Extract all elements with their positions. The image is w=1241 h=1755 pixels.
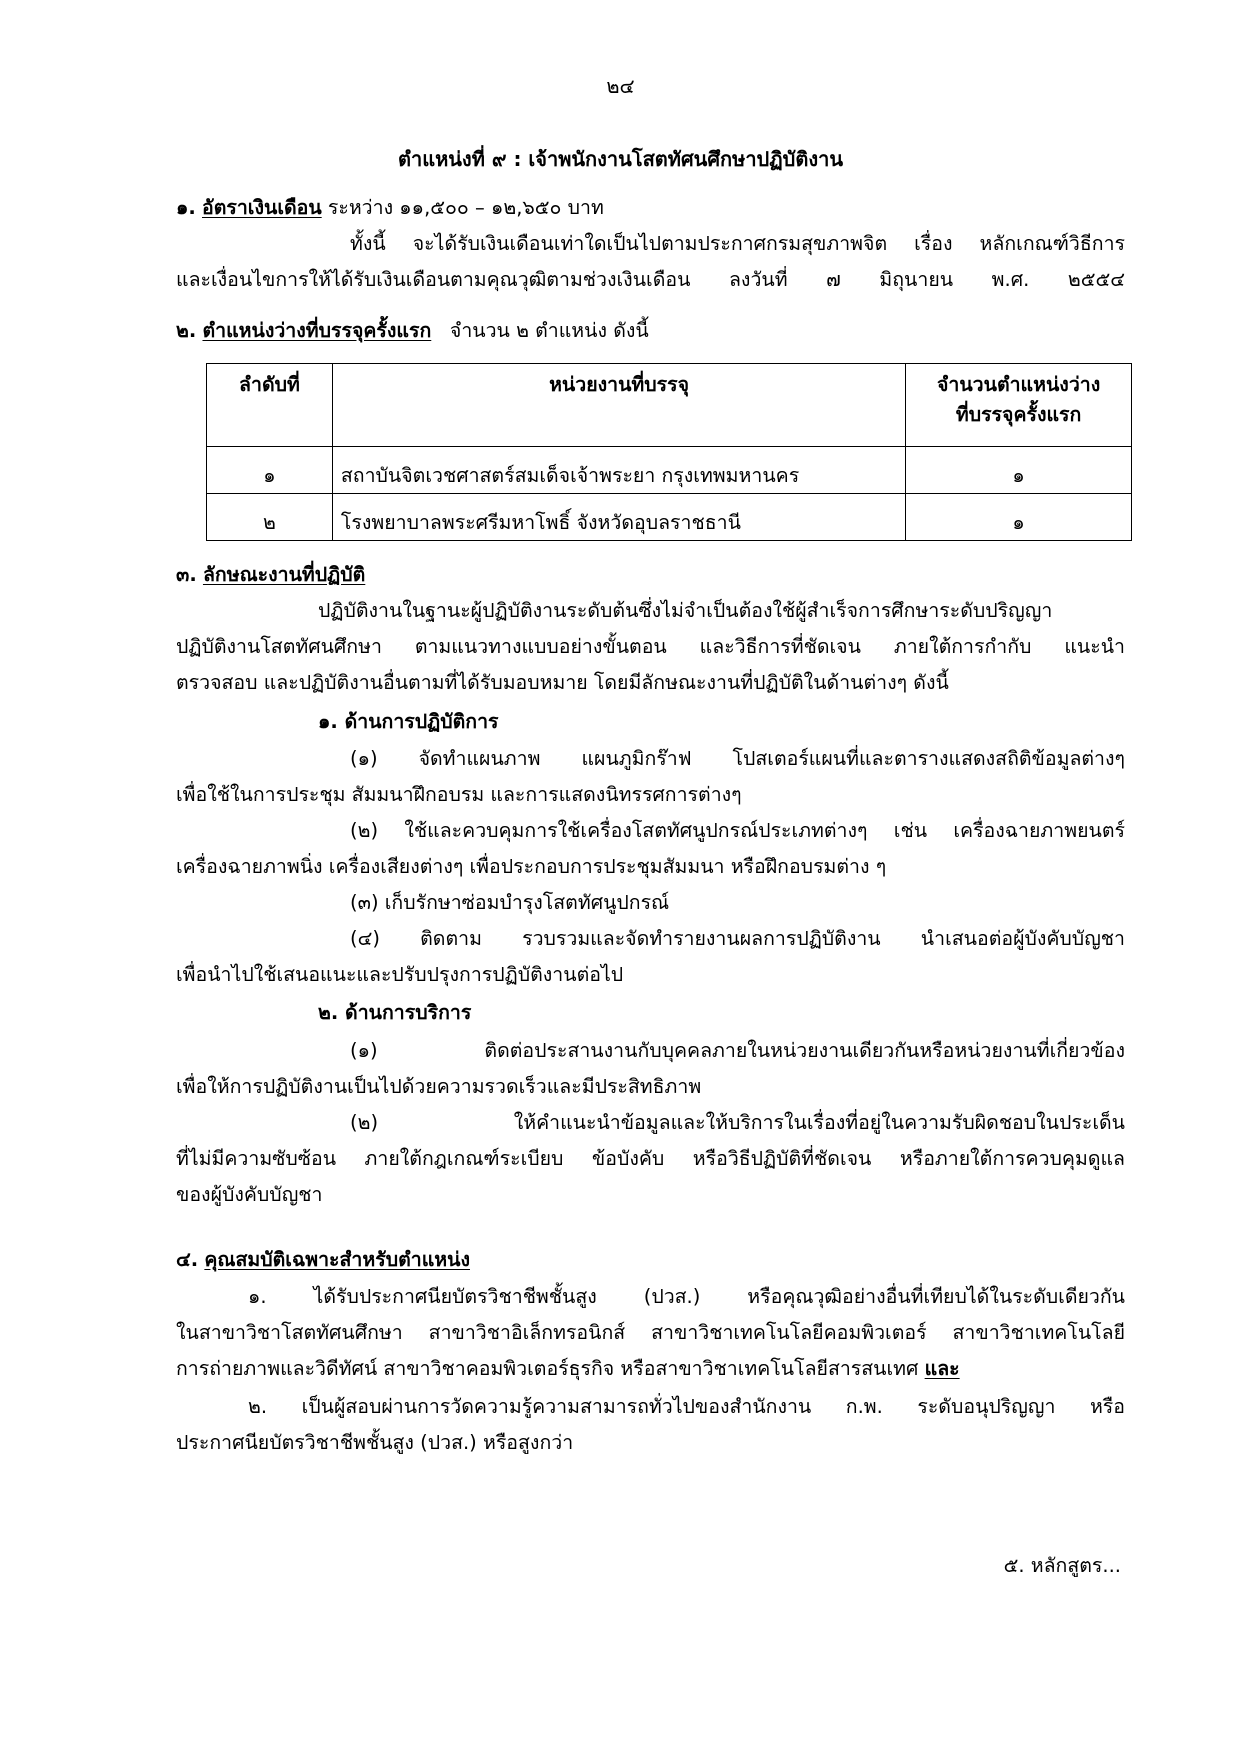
header-unit: หน่วยงานที่บรรจุ xyxy=(332,364,905,447)
operations-item-1-line-1: (๑) จัดทำแผนภาพ แผนภูมิกร๊าฟ โปสเตอร์แผนที่และตารางแสดงสถิติข้อมูลต่างๆ xyxy=(350,747,1125,770)
salary-text-line-1: ทั้งนี้ จะได้รับเงินเดือนเท่าใดเป็นไปตามประกาศกรมสุขภาพจิต เรื่อง หลักเกณฑ์วิธีการ xyxy=(350,232,1125,255)
row-unit: โรงพยาบาลพระศรีมหาโพธิ์ จังหวัดอุบลราชธานี xyxy=(332,494,905,541)
row-qty: ๑ xyxy=(906,494,1132,541)
duties-section-heading xyxy=(176,560,365,590)
service-heading: ๒. ด้านการบริการ xyxy=(318,1001,472,1024)
service-item-1-line-1: (๑) ติดต่อประสานงานกับบุคคลภายในหน่วยงานเดียวกันหรือหน่วยงานที่เกี่ยวข้อง xyxy=(350,1039,1125,1062)
service-item-1-line-2: เพื่อให้การปฏิบัติงานเป็นไปด้วยความรวดเร็วและมีประสิทธิภาพ xyxy=(176,1075,702,1098)
operations-item-1-line-2: เพื่อใช้ในการประชุม สัมมนาฝึกอบรม และการแสดงนิทรรศการต่างๆ xyxy=(176,783,742,806)
qualification-1-line-1: ๑. ได้รับประกาศนียบัตรวิชาชีพชั้นสูง (ปวส.) หรือคุณวุฒิอย่างอื่นที่เทียบได้ในระดับเดียวกัน xyxy=(248,1285,1125,1308)
header-vacancy-count xyxy=(906,364,1132,447)
duties-intro-line-3: ตรวจสอบ และปฏิบัติงานอื่นตามที่ได้รับมอบหมาย โดยมีลักษณะงานที่ปฏิบัติในด้านต่างๆ ดังนี้ xyxy=(176,671,949,694)
operations-heading: ๑. ด้านการปฏิบัติการ xyxy=(318,710,499,733)
vacancy-section-heading xyxy=(176,316,649,346)
next-page-reference: ๕. หลักสูตร... xyxy=(1003,1554,1121,1577)
vacancy-heading: ตำแหน่งว่างที่บรรจุครั้งแรก xyxy=(202,319,432,342)
table-header-row xyxy=(207,364,1132,447)
salary-number: ๑. xyxy=(176,196,196,219)
salary-range: ระหว่าง ๑๑,๕๐๐ – ๑๒,๖๕๐ บาท xyxy=(321,196,604,219)
header-vacancy-count-line-2: ที่บรรจุครั้งแรก xyxy=(955,403,1082,426)
qualification-1-line-2: ในสาขาวิชาโสตทัศนศึกษา สาขาวิชาอิเล็กทรอนิกส์ สาขาวิชาเทคโนโลยีคอมพิวเตอร์ สาขาวิชาเทคโนโลยี xyxy=(176,1321,1125,1344)
qualification-1-line-3 xyxy=(176,1354,960,1384)
row-qty: ๑ xyxy=(906,447,1132,494)
table-row xyxy=(207,494,1132,541)
row-order: ๒ xyxy=(207,494,333,541)
service-item-2-line-3: ของผู้บังคับบัญชา xyxy=(176,1183,323,1206)
qualification-section-heading xyxy=(176,1245,470,1275)
duties-intro-line-2: ปฏิบัติงานโสตทัศนศึกษา ตามแนวทางแบบอย่างขั้นตอน และวิธีการที่ชัดเจน ภายใต้การกำกับ แนะนำ xyxy=(176,635,1125,658)
qualification-number: ๔. xyxy=(176,1248,199,1271)
operations-item-4-line-2: เพื่อนำไปใช้เสนอแนะและปรับปรุงการปฏิบัติงานต่อไป xyxy=(176,963,624,986)
row-order: ๑ xyxy=(207,447,333,494)
operations-item-3: (๓) เก็บรักษาซ่อมบำรุงโสตทัศนูปกรณ์ xyxy=(350,891,670,914)
service-item-2-line-1: (๒) ให้คำแนะนำข้อมูลและให้บริการในเรื่องที่อยู่ในความรับผิดชอบในประเด็น xyxy=(350,1111,1125,1134)
table-row xyxy=(207,447,1132,494)
header-vacancy-count-line-1: จำนวนตำแหน่งว่าง xyxy=(936,373,1101,396)
salary-heading: อัตราเงินเดือน xyxy=(202,196,322,219)
service-item-2-line-2: ที่ไม่มีความซับซ้อน ภายใต้กฎเกณฑ์ระเบียบ ข้อบังคับ หรือวิธีปฏิบัติที่ชัดเจน หรือภายใต้การควบคุมดูแล xyxy=(176,1147,1125,1170)
operations-item-2-line-2: เครื่องฉายภาพนิ่ง เครื่องเสียงต่างๆ เพื่อประกอบการประชุมสัมมนา หรือฝึกอบรมต่าง ๆ xyxy=(176,855,887,878)
qualification-2-line-1: ๒. เป็นผู้สอบผ่านการวัดความรู้ความสามารถทั่วไปของสำนักงาน ก.พ. ระดับอนุปริญญา หรือ xyxy=(248,1395,1125,1418)
salary-text-line-2: และเงื่อนไขการให้ได้รับเงินเดือนตามคุณวุฒิตามช่วงเงินเดือน ลงวันที่ ๗ มิถุนายน พ.ศ. ๒๕๕๔ xyxy=(176,268,1125,291)
header-order: ลำดับที่ xyxy=(207,364,333,447)
vacancy-table xyxy=(206,363,1132,541)
qualification-heading: คุณสมบัติเฉพาะสำหรับตำแหน่ง xyxy=(204,1248,470,1271)
row-unit: สถาบันจิตเวชศาสตร์สมเด็จเจ้าพระยา กรุงเทพมหานคร xyxy=(332,447,905,494)
duties-intro-line-1: ปฏิบัติงานในฐานะผู้ปฏิบัติงานระดับต้นซึ่งไม่จำเป็นต้องใช้ผู้สำเร็จการศึกษาระดับปริญญา xyxy=(318,599,1053,622)
qualification-1-line-3-text: การถ่ายภาพและวิดีทัศน์ สาขาวิชาคอมพิวเตอร์ธุรกิจ หรือสาขาวิชาเทคโนโลยีสารสนเทศ xyxy=(176,1357,919,1380)
vacancy-number: ๒. xyxy=(176,319,197,342)
duties-heading: ลักษณะงานที่ปฏิบัติ xyxy=(202,563,366,586)
qualification-2-line-2: ประกาศนียบัตรวิชาชีพชั้นสูง (ปวส.) หรือสูงกว่า xyxy=(176,1431,574,1454)
qualification-and-word: และ xyxy=(924,1357,960,1380)
operations-item-2-line-1: (๒) ใช้และควบคุมการใช้เครื่องโสตทัศนูปกรณ์ประเภทต่างๆ เช่น เครื่องฉายภาพยนตร์ xyxy=(350,819,1125,842)
position-title: ตำแหน่งที่ ๙ : เจ้าพนักงานโสตทัศนศึกษาปฏิบัติงาน xyxy=(397,147,844,171)
salary-section xyxy=(176,193,604,223)
duties-number: ๓. xyxy=(176,563,197,586)
vacancy-count: จำนวน ๒ ตำแหน่ง ดังนี้ xyxy=(449,319,649,342)
page-number: ๒๔ xyxy=(606,74,635,98)
operations-item-4-line-1: (๔) ติดตาม รวบรวมและจัดทำรายงานผลการปฏิบัติงาน นำเสนอต่อผู้บังคับบัญชา xyxy=(350,927,1125,950)
